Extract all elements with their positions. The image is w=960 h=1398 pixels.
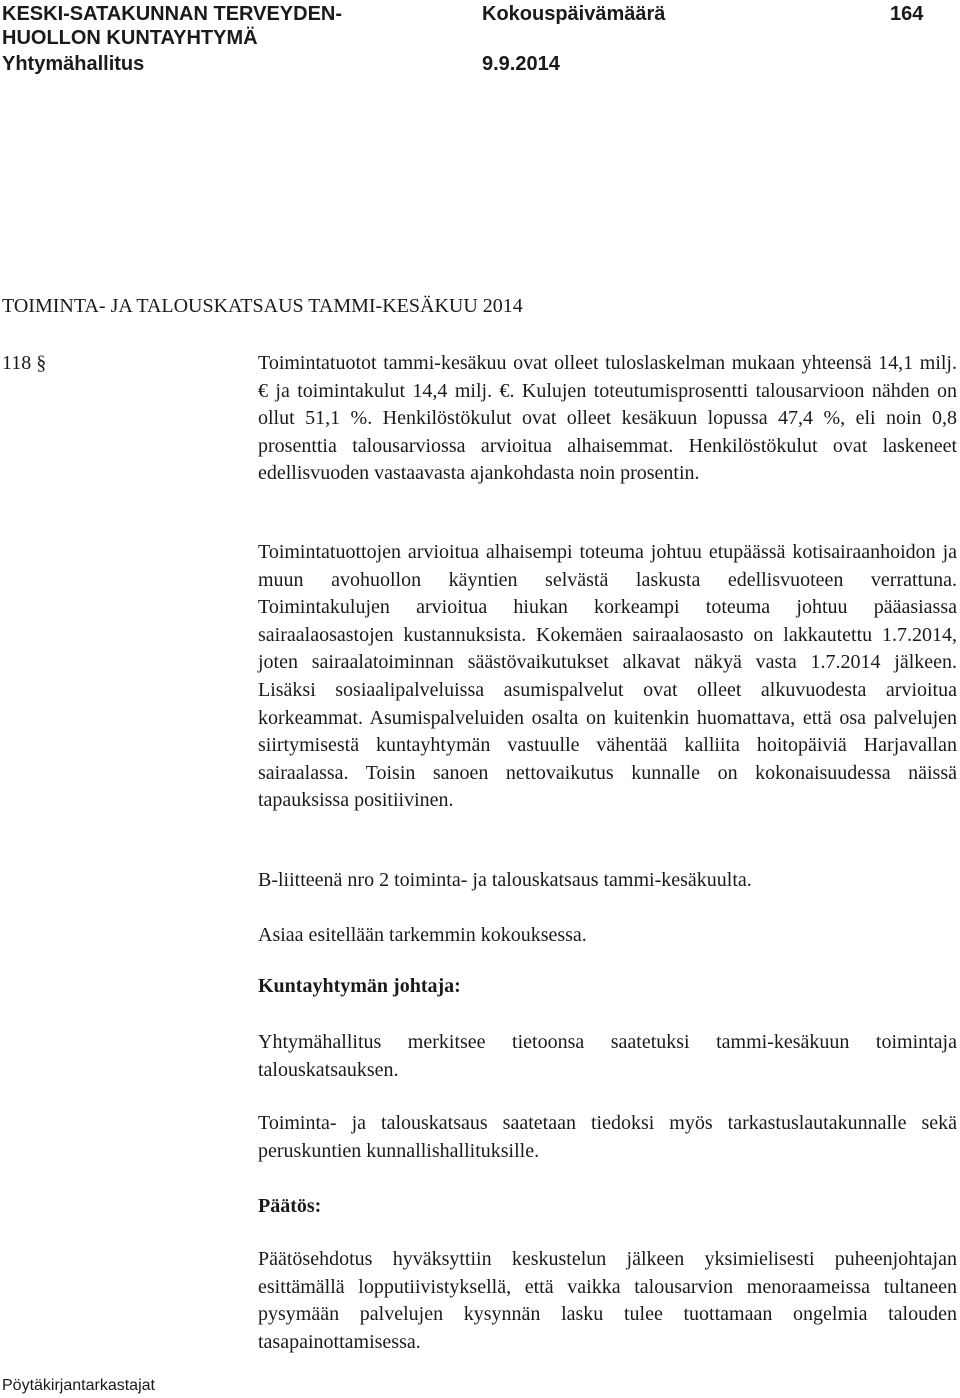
date-label: Kokouspäivämäärä — [482, 3, 666, 25]
paragraph-3-text: B-liitteenä nro 2 toiminta- ja talouskatsaus tammi-kesäkuulta. — [258, 869, 752, 891]
director-label-text: Kuntayhtymän johtaja: — [258, 975, 461, 997]
decision-label-text: Päätös: — [258, 1195, 322, 1217]
section-number-value: 118 — [2, 352, 32, 374]
paragraph-1 — [258, 350, 957, 488]
org-name-line2: HUOLLON KUNTAYHTYMÄ — [2, 27, 258, 49]
paragraph-4-text: Asiaa esitellään tarkemmin kokouksessa. — [258, 924, 587, 946]
decision-text: Päätösehdotus hyväksyttiin keskustelun jälkeen yksimielisesti puheenjohtajan esittämällä lopputiivistyksellä, että vaikka talousarvion menoraameissa tultaneen pysymään palvelujen kysynnän lasku tulee tuottamaan ongelmia talouden tasapainottamisessa. — [258, 1248, 957, 1353]
paragraph-3 — [258, 867, 957, 895]
body-name: Yhtymähallitus — [2, 53, 145, 75]
section-number — [2, 350, 50, 378]
paragraph-4 — [258, 922, 957, 950]
org-name-line1: KESKI-SATAKUNNAN TERVEYDEN- — [2, 3, 343, 25]
proposal-2 — [258, 1110, 957, 1165]
paragraph-2 — [258, 539, 957, 815]
document-heading: TOIMINTA- JA TALOUSKATSAUS TAMMI-KESÄKUU 2014 — [2, 295, 523, 317]
decision-label — [258, 1193, 957, 1221]
page-number: 164 — [890, 3, 924, 25]
proposal-1-text: Yhtymähallitus merkitsee tietoonsa saatetuksi tammi-kesäkuun toimintaja talouskatsauksen. — [258, 1031, 957, 1081]
footer-reviewers: Pöytäkirjantarkastajat — [2, 1377, 155, 1394]
paragraph-2-text: Toimintatuottojen arvioitua alhaisempi toteuma johtuu etupäässä kotisairaanhoidon ja muun avohuollon käyntien selvästä laskusta edellisvuoteen verrattuna. Toimintakulujen arvioitua hiukan korkeampi toteuma johtuu pääasiassa sairaalaosastojen kustannuksista. Kokemäen sairaalaosasto on lakkautettu 1.7.2014, joten sairaalatoiminnan säästövaikutukset alkavat näkyä vasta 1.7.2014 jälkeen. Lisäksi sosiaalipalveluissa asumispalvelut ovat olleet alkuvuodesta arvioitua korkeammat. Asumispalveluiden osalta on kuitenkin huomattava, että osa palvelujen siirtymisestä kuntayhtymän vastuulle vähentää kalliita hoitopäiviä Harjavallan sairaalassa. Toisin sanoen nettovaikutus kunnalle on kokonaisuudessa näissä tapauksissa positiivinen. — [258, 541, 957, 812]
paragraph-1-text: Toimintatuotot tammi-kesäkuu ovat olleet tuloslaskelman mukaan yhteensä 14,1 milj. € ja toimintakulut 14,4 milj. €. Kulujen toteutumisprosentti talousarvioon nähden on ollut 51,1 %. Henkilöstökulut ovat olleet kesäkuun lopussa 47,4 %, eli noin 0,8 prosenttia talousarviossa arvioitua alhaisemmat. Henkilöstökulut ovat laskeneet edellisvuoden vastaavasta ajankohdasta noin prosentin. — [258, 352, 957, 485]
meeting-date: 9.9.2014 — [482, 53, 560, 75]
director-label — [258, 973, 957, 1001]
section-mark: § — [36, 352, 47, 374]
proposal-1 — [258, 1029, 957, 1084]
decision — [258, 1246, 957, 1356]
proposal-2-text: Toiminta- ja talouskatsaus saatetaan tiedoksi myös tarkastuslautakunnalle sekä peruskuntien kunnallishallituksille. — [258, 1112, 957, 1162]
